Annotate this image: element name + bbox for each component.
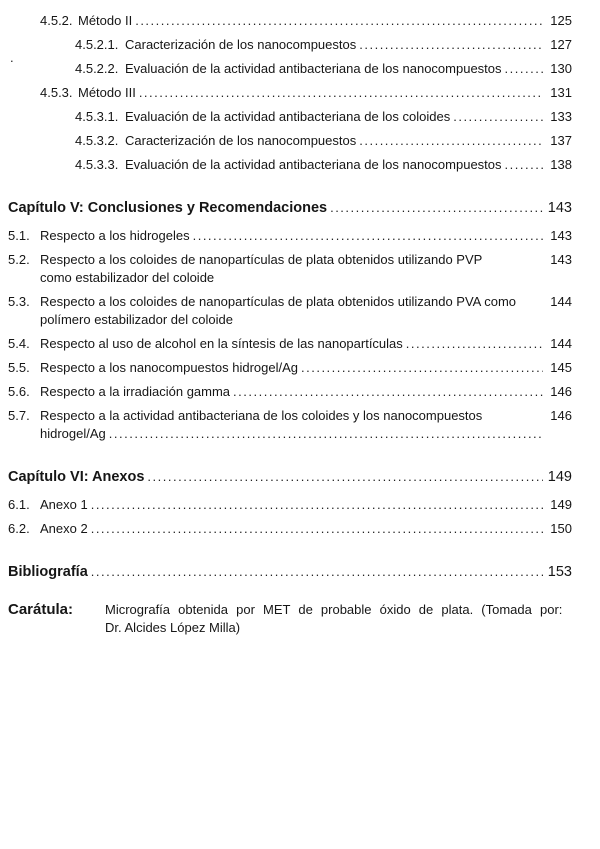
- toc-entry: [8, 335, 572, 353]
- dot-leader: [91, 496, 543, 514]
- cover-caption-text: [105, 601, 572, 637]
- toc-entry-title: Respecto a los coloides de nanopartículas de plata obtenidos utilizando PVA como: [40, 294, 517, 309]
- dot-leader: [91, 520, 543, 538]
- toc-entry-number: 5.7.: [8, 408, 30, 423]
- toc-entry: [8, 407, 572, 425]
- page-number: 143: [550, 252, 572, 267]
- toc-chapter-heading: [8, 468, 572, 486]
- chapter-title: Capítulo V: Conclusiones y Recomendaciones: [8, 200, 328, 216]
- page-number: 145: [550, 360, 572, 375]
- toc-entry-title: Evaluación de la actividad antibacteriana de los nanocompuestos: [125, 157, 502, 172]
- toc-entry-title: Anexo 1: [40, 497, 88, 512]
- toc-entry-continuation: [8, 311, 572, 329]
- dot-leader: [193, 227, 543, 245]
- toc-entry-number: 5.6.: [8, 384, 30, 399]
- toc-chapter-heading: [8, 199, 572, 217]
- toc-entry: [8, 156, 572, 174]
- toc-entry-title: Evaluación de la actividad antibacteriana de los nanocompuestos: [125, 61, 502, 76]
- toc-entry-number: 6.1.: [8, 497, 30, 512]
- toc-entry-title: Respecto a la actividad antibacteriana de los coloides y los nanocompuestos: [40, 408, 483, 423]
- dot-leader: [91, 563, 543, 581]
- cover-caption: [8, 601, 572, 637]
- toc-entry-title: Respecto a la irradiación gamma: [40, 384, 231, 399]
- toc-entry-number: 6.2.: [8, 521, 30, 536]
- toc-entry-continuation: [8, 425, 572, 443]
- scan-artifact-dot: .: [10, 50, 14, 65]
- page-number: 133: [550, 109, 572, 124]
- toc-entry: [8, 60, 572, 78]
- toc-entry-title-continued: hidrogel/Ag: [40, 426, 106, 441]
- page-number: 146: [550, 408, 572, 423]
- toc-entry-number: 5.4.: [8, 336, 30, 351]
- toc-entry: [8, 251, 572, 269]
- dot-leader: [109, 425, 543, 443]
- toc-entry: [8, 383, 572, 401]
- toc-entry: [8, 132, 572, 150]
- toc-entry: [8, 359, 572, 377]
- toc-entry-number: 5.3.: [8, 294, 30, 309]
- page-number: 144: [550, 336, 572, 351]
- toc-entry: [8, 108, 572, 126]
- dot-leader: [453, 108, 543, 126]
- page-number: 144: [550, 294, 572, 309]
- toc-entry-title: Respecto al uso de alcohol en la síntesis de las nanopartículas: [40, 336, 403, 351]
- toc-entry-title: Respecto a los coloides de nanopartículas de plata obtenidos utilizando PVP: [40, 252, 483, 267]
- toc-entry-number: 4.5.3.1.: [75, 109, 119, 124]
- dot-leader: [301, 359, 543, 377]
- toc-entry-number: 5.2.: [8, 252, 30, 267]
- dot-leader: [505, 156, 543, 174]
- toc-entry-number: 4.5.2.: [40, 13, 73, 28]
- toc-entry: [8, 496, 572, 514]
- toc-entry: [8, 293, 572, 311]
- page-number: 131: [550, 85, 572, 100]
- dot-leader: [233, 383, 543, 401]
- toc-entry-number: 4.5.3.: [40, 85, 73, 100]
- toc-entry-number: 4.5.2.1.: [75, 37, 119, 52]
- page-number: 149: [550, 497, 572, 512]
- toc-entry-title: Respecto a los nanocompuestos hidrogel/Ag: [40, 360, 298, 375]
- cover-caption-label: Carátula:: [8, 601, 74, 618]
- page-number: 149: [547, 469, 572, 485]
- chapter-title: Capítulo VI: Anexos: [8, 469, 145, 485]
- toc-entry-title: Método III: [78, 85, 136, 100]
- toc-entry-title: Método II: [78, 13, 133, 28]
- page-number: 125: [550, 13, 572, 28]
- toc-entry: [8, 12, 572, 30]
- toc-entry-number: 4.5.3.2.: [75, 133, 119, 148]
- cover-caption-line: Dr. Alcides López Milla): [105, 620, 241, 635]
- toc-entry: [8, 36, 572, 54]
- page-number: 153: [547, 564, 572, 580]
- toc-entry-number: 5.5.: [8, 360, 30, 375]
- toc-entry-title: Anexo 2: [40, 521, 88, 536]
- dot-leader: [330, 199, 543, 217]
- toc-entry: [8, 227, 572, 245]
- toc-entry-continuation: [8, 269, 572, 287]
- page-number: 130: [550, 61, 572, 76]
- toc-chapter-heading: [8, 563, 572, 581]
- toc-entry-title: Evaluación de la actividad antibacteriana de los coloides: [125, 109, 451, 124]
- toc-entry-title: Respecto a los hidrogeles: [40, 228, 190, 243]
- toc-entry-number: 4.5.3.3.: [75, 157, 119, 172]
- chapter-title: Bibliografía: [8, 564, 88, 580]
- toc-entry-title: Caracterización de los nanocompuestos: [125, 37, 357, 52]
- page-number: 150: [550, 521, 572, 536]
- page-number: 146: [550, 384, 572, 399]
- page-number: 143: [550, 228, 572, 243]
- dot-leader: [359, 132, 543, 150]
- page-number: 143: [547, 200, 572, 216]
- dot-leader: [505, 60, 543, 78]
- toc-entry-number: 5.1.: [8, 228, 30, 243]
- page-number: 138: [550, 157, 572, 172]
- dot-leader: [135, 12, 543, 30]
- dot-leader: [147, 468, 543, 486]
- page-number: 137: [550, 133, 572, 148]
- toc-entry: [8, 84, 572, 102]
- cover-caption-line: Micrografía obtenida por MET de probable óxido de plata. (Tomada por:: [105, 602, 563, 617]
- toc-entry-title-continued: como estabilizador del coloide: [40, 270, 215, 285]
- dot-leader: [139, 84, 543, 102]
- toc-entry-title: Caracterización de los nanocompuestos: [125, 133, 357, 148]
- toc-entry-title-continued: polímero estabilizador del coloide: [40, 312, 233, 327]
- dot-leader: [406, 335, 543, 353]
- toc-entry: [8, 520, 572, 538]
- page-number: 127: [550, 37, 572, 52]
- toc-entry-number: 4.5.2.2.: [75, 61, 119, 76]
- dot-leader: [359, 36, 543, 54]
